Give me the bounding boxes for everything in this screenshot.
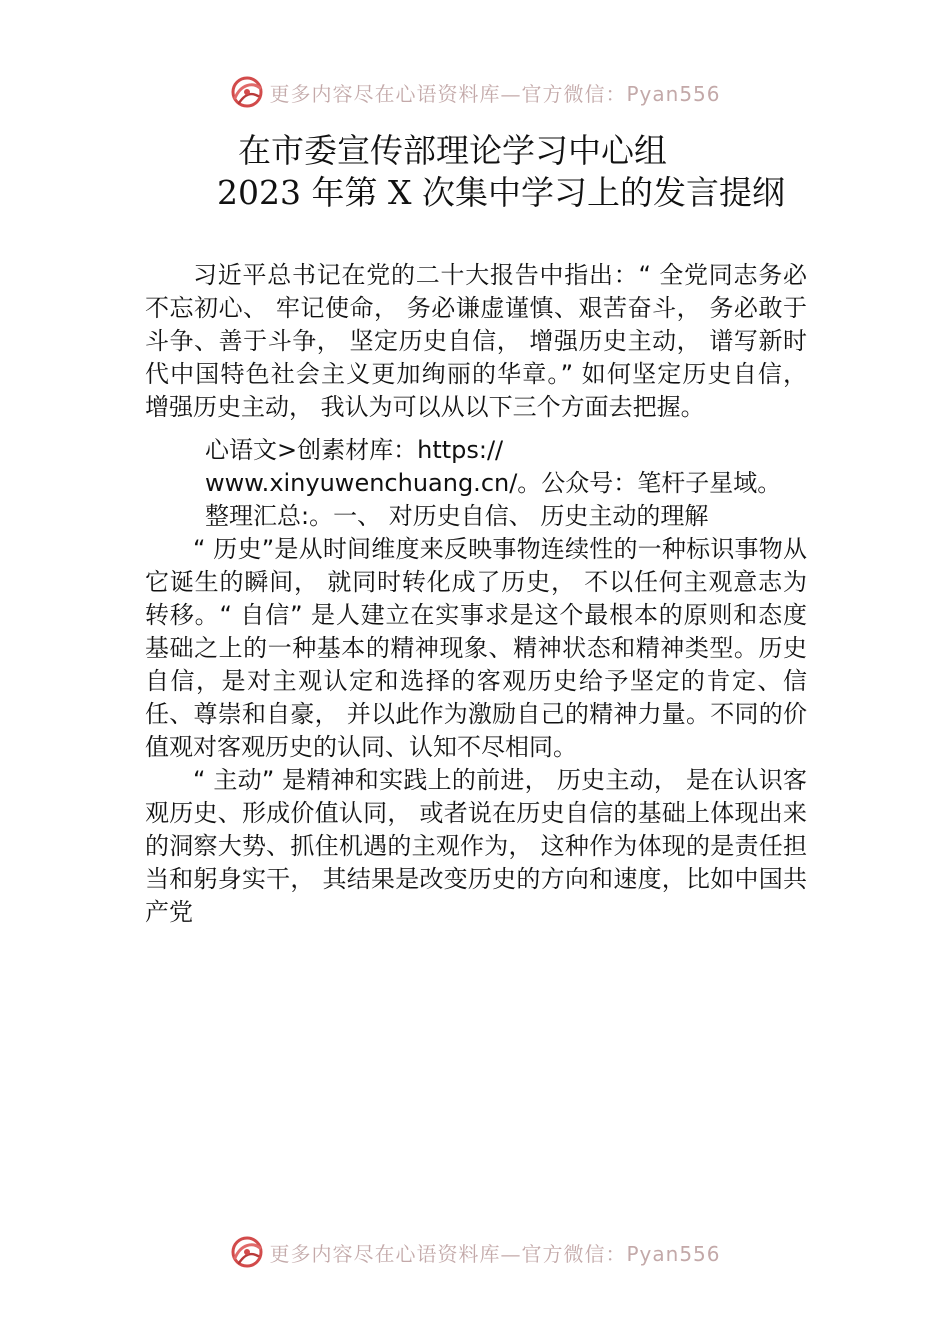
intro-paragraph: 习近平总书记在党的二十大报告中指出：“ 全党同志务必不忘初心、 牢记使命， 务必谦虚谨慎、艰苦奋斗， 务必敢于斗争、善于斗争， 坚定历史自信， 增强历史主动， 谱写新时代中国特色社会主义更加绚丽的华章。” 如何坚定历史自信， 增强历史主动， 我认为可以从以下三个方面去把握。 xyxy=(145,261,807,421)
history-paragraph: “ 历史”是从时间维度来反映事物连续性的一种标识事物从它诞生的瞬间， 就同时转化成了历史， 不以任何主观意志为转移。“ 自信” 是人建立在实事求是这个最根本的原则和态度基础之上的一种基本的精神现象、精神状态和精神类型。历史自信，是对主观认定和选择的客观历史给予坚定的肯定、信任、尊崇和自豪， 并以此作为激励自己的精神力量。不同的价值观对客观历史的认同、认知不尽相同。 xyxy=(145,535,807,761)
title-line-2: 2023 年第 X 次集中学习上的发言提纲 xyxy=(217,173,785,212)
watermark-text: 更多内容尽在心语资料库—官方微信：Pyan556 xyxy=(269,81,721,106)
bottom-watermark-banner xyxy=(0,1232,950,1272)
red-swirl-logo-icon xyxy=(229,74,265,110)
source-line-1: 心语文>创素材库：https:// xyxy=(205,436,504,464)
source-note xyxy=(145,434,807,533)
red-swirl-logo-icon xyxy=(229,1234,265,1270)
initiative-paragraph: “ 主动” 是精神和实践上的前进， 历史主动， 是在认识客观历史、形成价值认同， 或者说在历史自信的基础上体现出来的洞察大势、抓住机遇的主观作为， 这种作为体现的是责任担当和躬身实干， 其结果是改变历史的方向和速度，比如中国共产党 xyxy=(145,766,807,926)
section-heading: 整理汇总:。一、 对历史自信、 历史主动的理解 xyxy=(205,502,709,530)
watermark-text: 更多内容尽在心语资料库—官方微信：Pyan556 xyxy=(269,1241,721,1266)
top-watermark-banner xyxy=(0,72,950,112)
wechat-id: Pyan556 xyxy=(626,81,721,106)
document-title xyxy=(0,130,950,214)
title-line-1: 在市委宣传部理论学习中心组 xyxy=(238,131,667,170)
source-line-2: www.xinyuwenchuang.cn/。公众号：笔杆子星域。 xyxy=(205,469,782,497)
document-body xyxy=(145,259,807,929)
wechat-id: Pyan556 xyxy=(626,1241,721,1266)
